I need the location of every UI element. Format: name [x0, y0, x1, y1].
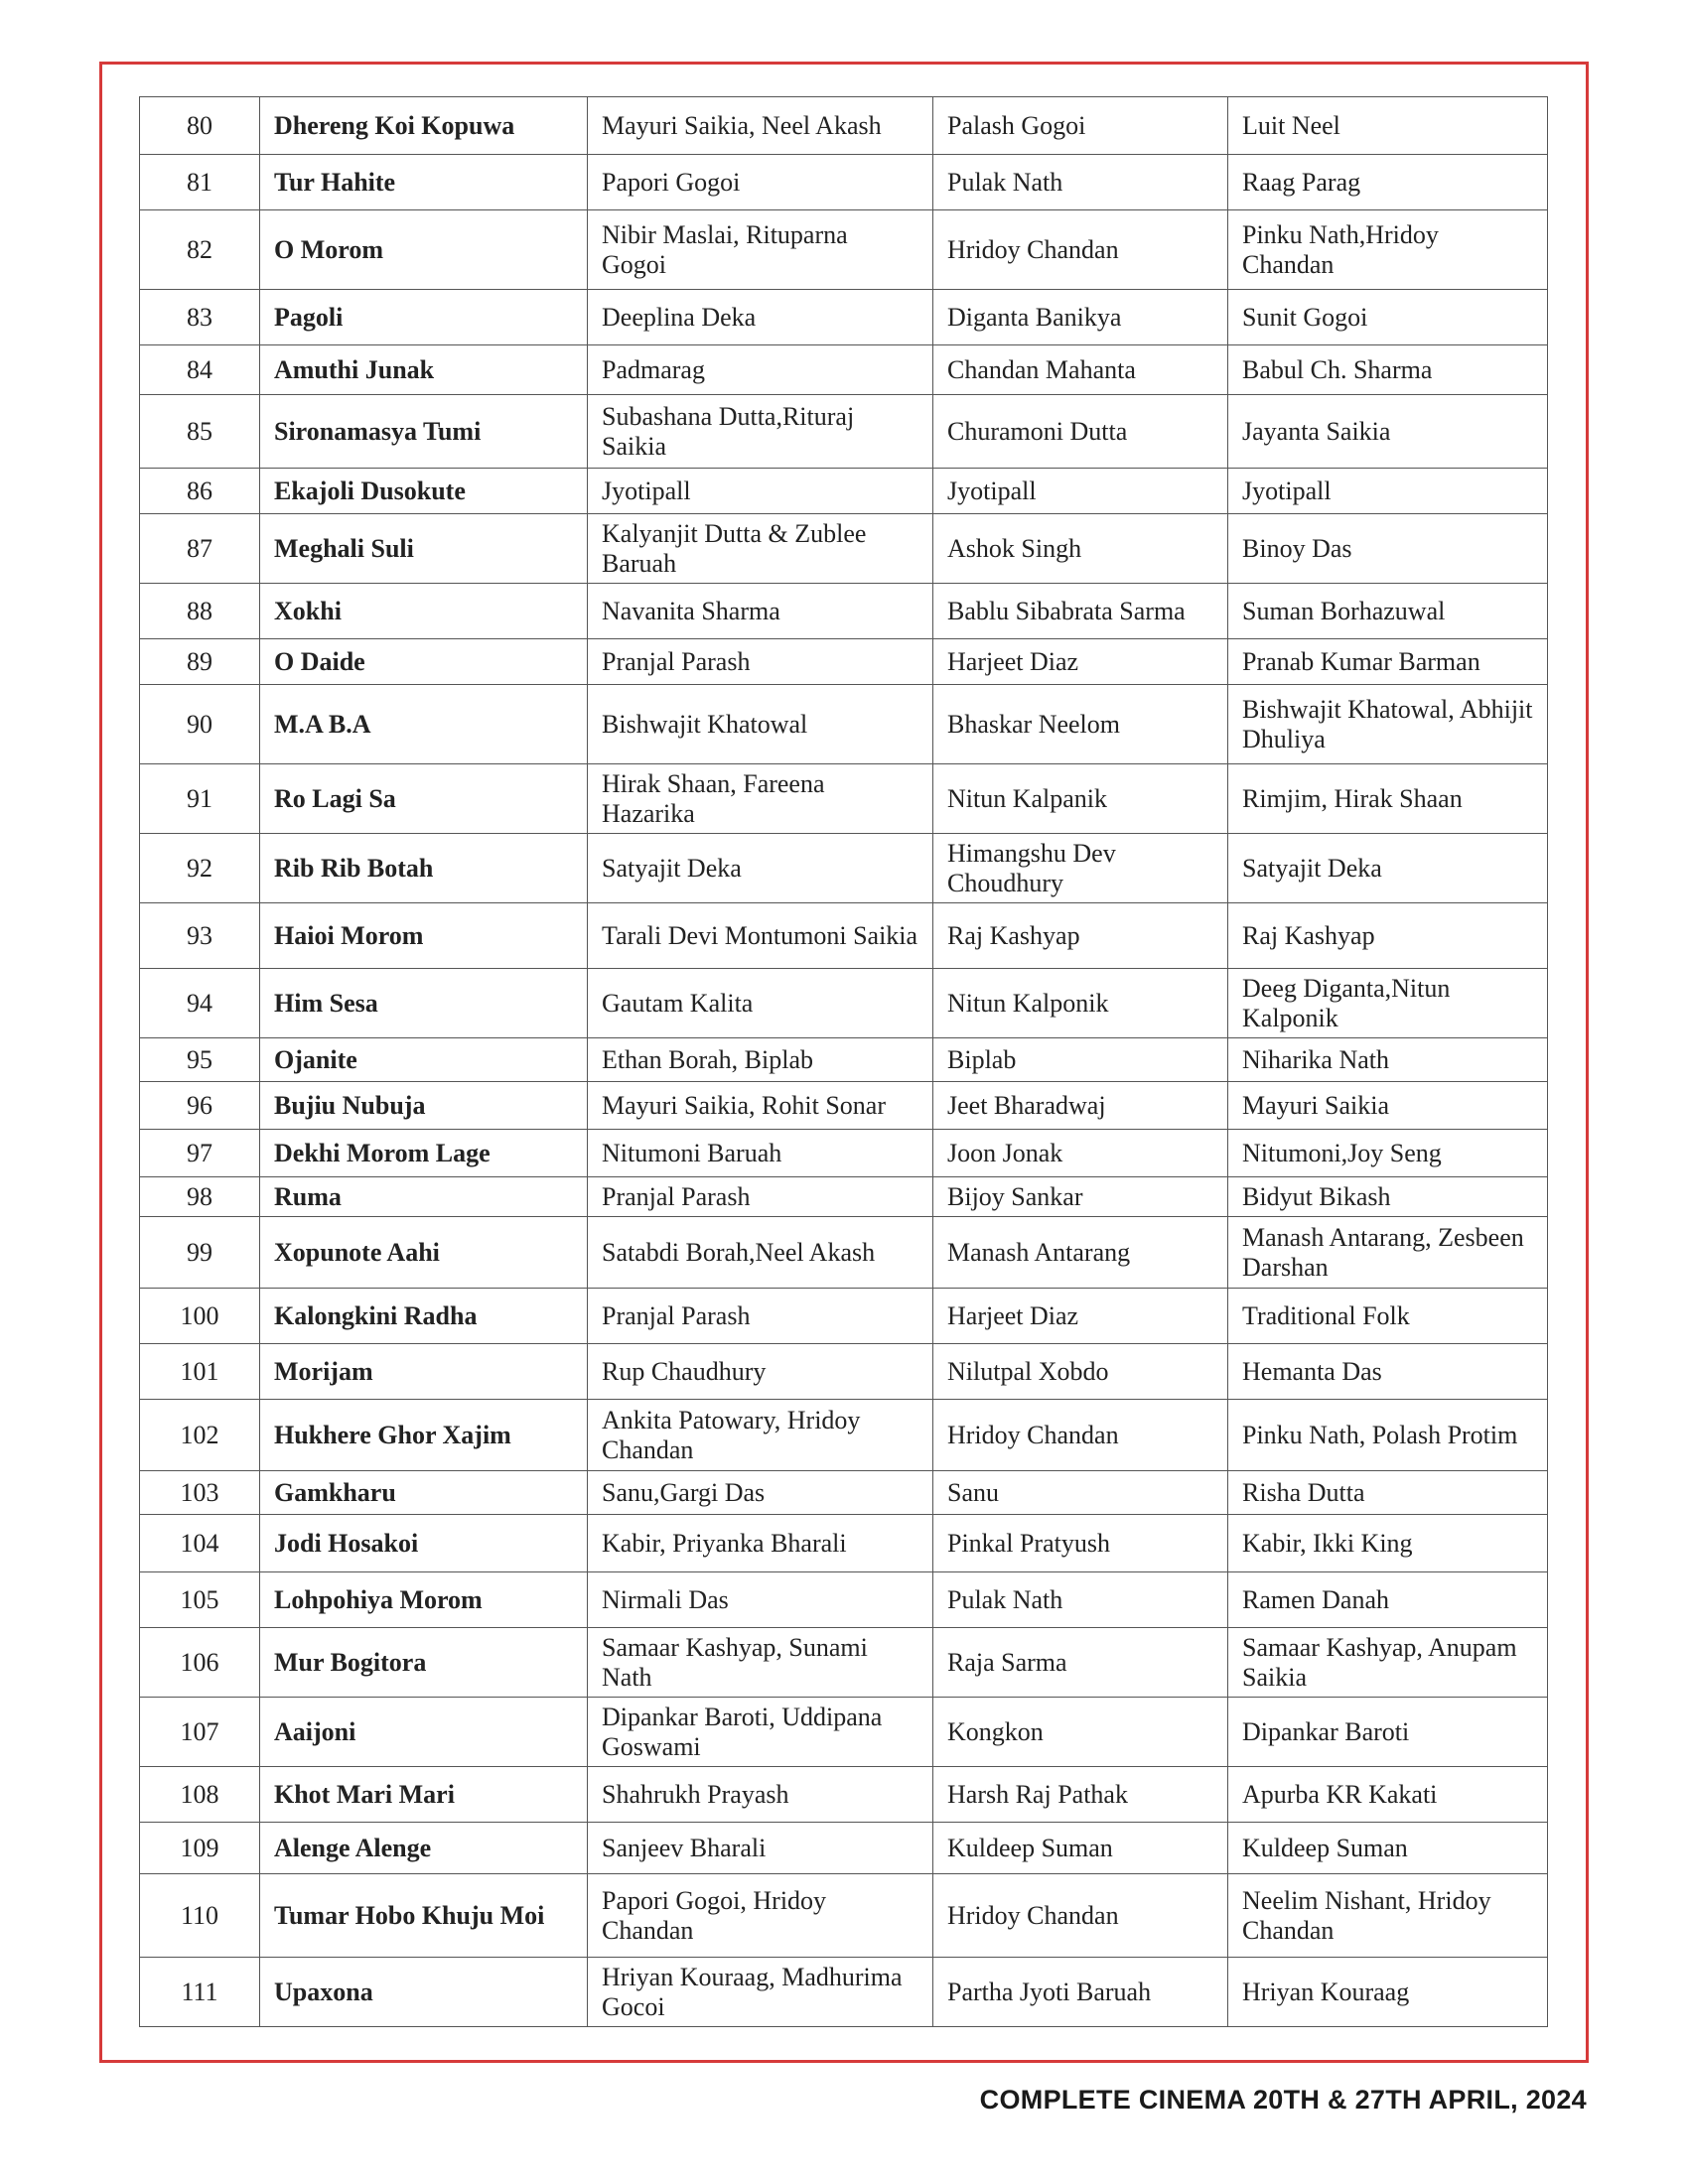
singer-cell: Kabir, Priyanka Bharali	[588, 1515, 933, 1572]
music-director-cell: Manash Antarang	[933, 1217, 1228, 1289]
table-row	[140, 969, 1548, 1038]
song-title-cell: Haioi Morom	[260, 903, 588, 969]
singer-cell: Subashana Dutta,Rituraj Saikia	[588, 395, 933, 469]
serial-number-cell: 92	[140, 834, 260, 903]
singer-cell: Papori Gogoi, Hridoy Chandan	[588, 1874, 933, 1958]
serial-number-cell: 102	[140, 1400, 260, 1471]
singer-cell: Deeplina Deka	[588, 290, 933, 345]
lyricist-cell: Kuldeep Suman	[1228, 1823, 1548, 1874]
singer-cell: Jyotipall	[588, 469, 933, 514]
music-director-cell: Nilutpal Xobdo	[933, 1344, 1228, 1400]
song-title-cell: Tumar Hobo Khuju Moi	[260, 1874, 588, 1958]
singer-cell: Nirmali Das	[588, 1572, 933, 1628]
song-title-cell: Kalongkini Radha	[260, 1289, 588, 1344]
music-director-cell: Harsh Raj Pathak	[933, 1767, 1228, 1823]
serial-number-cell: 94	[140, 969, 260, 1038]
song-title-cell: Morijam	[260, 1344, 588, 1400]
song-title-cell: Dekhi Morom Lage	[260, 1130, 588, 1177]
table-row	[140, 290, 1548, 345]
table-row	[140, 1217, 1548, 1289]
song-title-cell: Xokhi	[260, 584, 588, 639]
lyricist-cell: Luit Neel	[1228, 97, 1548, 155]
lyricist-cell: Jyotipall	[1228, 469, 1548, 514]
music-director-cell: Pulak Nath	[933, 1572, 1228, 1628]
serial-number-cell: 109	[140, 1823, 260, 1874]
serial-number-cell: 105	[140, 1572, 260, 1628]
lyricist-cell: Raj Kashyap	[1228, 903, 1548, 969]
song-title-cell: Ro Lagi Sa	[260, 764, 588, 834]
music-director-cell: Chandan Mahanta	[933, 345, 1228, 395]
table-row	[140, 1874, 1548, 1958]
lyricist-cell: Pranab Kumar Barman	[1228, 639, 1548, 685]
lyricist-cell: Hriyan Kouraag	[1228, 1958, 1548, 2027]
song-title-cell: Amuthi Junak	[260, 345, 588, 395]
music-director-cell: Kuldeep Suman	[933, 1823, 1228, 1874]
serial-number-cell: 104	[140, 1515, 260, 1572]
lyricist-cell: Dipankar Baroti	[1228, 1698, 1548, 1767]
table-row	[140, 469, 1548, 514]
lyricist-cell: Bidyut Bikash	[1228, 1177, 1548, 1217]
serial-number-cell: 88	[140, 584, 260, 639]
table-row	[140, 1130, 1548, 1177]
table-row	[140, 1823, 1548, 1874]
table-row	[140, 1177, 1548, 1217]
music-director-cell: Hridoy Chandan	[933, 1874, 1228, 1958]
lyricist-cell: Apurba KR Kakati	[1228, 1767, 1548, 1823]
table-row	[140, 1515, 1548, 1572]
lyricist-cell: Pinku Nath,Hridoy Chandan	[1228, 210, 1548, 290]
song-credits-table	[139, 96, 1548, 2027]
song-title-cell: Lohpohiya Morom	[260, 1572, 588, 1628]
lyricist-cell: Ramen Danah	[1228, 1572, 1548, 1628]
lyricist-cell: Suman Borhazuwal	[1228, 584, 1548, 639]
lyricist-cell: Jayanta Saikia	[1228, 395, 1548, 469]
music-director-cell: Palash Gogoi	[933, 97, 1228, 155]
singer-cell: Sanu,Gargi Das	[588, 1471, 933, 1515]
song-title-cell: Mur Bogitora	[260, 1628, 588, 1698]
singer-cell: Pranjal Parash	[588, 1177, 933, 1217]
serial-number-cell: 91	[140, 764, 260, 834]
music-director-cell: Partha Jyoti Baruah	[933, 1958, 1228, 2027]
lyricist-cell: Traditional Folk	[1228, 1289, 1548, 1344]
singer-cell: Pranjal Parash	[588, 639, 933, 685]
serial-number-cell: 98	[140, 1177, 260, 1217]
serial-number-cell: 93	[140, 903, 260, 969]
music-director-cell: Raj Kashyap	[933, 903, 1228, 969]
music-director-cell: Hridoy Chandan	[933, 210, 1228, 290]
serial-number-cell: 110	[140, 1874, 260, 1958]
lyricist-cell: Deeg Diganta,Nitun Kalponik	[1228, 969, 1548, 1038]
table-row	[140, 1628, 1548, 1698]
song-title-cell: Alenge Alenge	[260, 1823, 588, 1874]
song-title-cell: Hukhere Ghor Xajim	[260, 1400, 588, 1471]
lyricist-cell: Mayuri Saikia	[1228, 1082, 1548, 1130]
song-title-cell: M.A B.A	[260, 685, 588, 764]
lyricist-cell: Risha Dutta	[1228, 1471, 1548, 1515]
song-title-cell: Jodi Hosakoi	[260, 1515, 588, 1572]
music-director-cell: Kongkon	[933, 1698, 1228, 1767]
singer-cell: Mayuri Saikia, Rohit Sonar	[588, 1082, 933, 1130]
lyricist-cell: Raag Parag	[1228, 155, 1548, 210]
lyricist-cell: Neelim Nishant, Hridoy Chandan	[1228, 1874, 1548, 1958]
singer-cell: Papori Gogoi	[588, 155, 933, 210]
singer-cell: Ankita Patowary, Hridoy Chandan	[588, 1400, 933, 1471]
singer-cell: Samaar Kashyap, Sunami Nath	[588, 1628, 933, 1698]
music-director-cell: Jeet Bharadwaj	[933, 1082, 1228, 1130]
serial-number-cell: 85	[140, 395, 260, 469]
music-director-cell: Himangshu Dev Choudhury	[933, 834, 1228, 903]
serial-number-cell: 97	[140, 1130, 260, 1177]
music-director-cell: Jyotipall	[933, 469, 1228, 514]
music-director-cell: Raja Sarma	[933, 1628, 1228, 1698]
song-title-cell: Ruma	[260, 1177, 588, 1217]
singer-cell: Satyajit Deka	[588, 834, 933, 903]
singer-cell: Sanjeev Bharali	[588, 1823, 933, 1874]
music-director-cell: Biplab	[933, 1038, 1228, 1082]
table-row	[140, 639, 1548, 685]
music-director-cell: Diganta Banikya	[933, 290, 1228, 345]
publication-footer: COMPLETE CINEMA 20TH & 27TH APRIL, 2024	[979, 2085, 1587, 2115]
song-title-cell: O Daide	[260, 639, 588, 685]
table-row	[140, 345, 1548, 395]
table-row	[140, 1400, 1548, 1471]
table-row	[140, 903, 1548, 969]
table-row	[140, 1767, 1548, 1823]
singer-cell: Hriyan Kouraag, Madhurima Gocoi	[588, 1958, 933, 2027]
song-title-cell: Aaijoni	[260, 1698, 588, 1767]
table-row	[140, 1471, 1548, 1515]
singer-cell: Pranjal Parash	[588, 1289, 933, 1344]
lyricist-cell: Nitumoni,Joy Seng	[1228, 1130, 1548, 1177]
singer-cell: Nibir Maslai, Rituparna Gogoi	[588, 210, 933, 290]
table-row	[140, 514, 1548, 584]
song-title-cell: Sironamasya Tumi	[260, 395, 588, 469]
table-row	[140, 1082, 1548, 1130]
serial-number-cell: 108	[140, 1767, 260, 1823]
table-row	[140, 1958, 1548, 2027]
music-director-cell: Pulak Nath	[933, 155, 1228, 210]
lyricist-cell: Samaar Kashyap, Anupam Saikia	[1228, 1628, 1548, 1698]
music-director-cell: Nitun Kalpanik	[933, 764, 1228, 834]
music-director-cell: Bijoy Sankar	[933, 1177, 1228, 1217]
singer-cell: Shahrukh Prayash	[588, 1767, 933, 1823]
song-title-cell: Gamkharu	[260, 1471, 588, 1515]
singer-cell: Hirak Shaan, Fareena Hazarika	[588, 764, 933, 834]
music-director-cell: Churamoni Dutta	[933, 395, 1228, 469]
lyricist-cell: Sunit Gogoi	[1228, 290, 1548, 345]
song-title-cell: Ojanite	[260, 1038, 588, 1082]
table-row	[140, 764, 1548, 834]
song-title-cell: Xopunote Aahi	[260, 1217, 588, 1289]
music-director-cell: Ashok Singh	[933, 514, 1228, 584]
song-title-cell: Tur Hahite	[260, 155, 588, 210]
serial-number-cell: 106	[140, 1628, 260, 1698]
serial-number-cell: 83	[140, 290, 260, 345]
music-director-cell: Harjeet Diaz	[933, 1289, 1228, 1344]
serial-number-cell: 103	[140, 1471, 260, 1515]
table-row	[140, 685, 1548, 764]
song-title-cell: Meghali Suli	[260, 514, 588, 584]
song-title-cell: Dhereng Koi Kopuwa	[260, 97, 588, 155]
music-director-cell: Sanu	[933, 1471, 1228, 1515]
lyricist-cell: Rimjim, Hirak Shaan	[1228, 764, 1548, 834]
lyricist-cell: Bishwajit Khatowal, Abhijit Dhuliya	[1228, 685, 1548, 764]
singer-cell: Tarali Devi Montumoni Saikia	[588, 903, 933, 969]
song-title-cell: Khot Mari Mari	[260, 1767, 588, 1823]
serial-number-cell: 82	[140, 210, 260, 290]
song-title-cell: Bujiu Nubuja	[260, 1082, 588, 1130]
serial-number-cell: 101	[140, 1344, 260, 1400]
singer-cell: Bishwajit Khatowal	[588, 685, 933, 764]
music-director-cell: Harjeet Diaz	[933, 639, 1228, 685]
serial-number-cell: 95	[140, 1038, 260, 1082]
singer-cell: Mayuri Saikia, Neel Akash	[588, 97, 933, 155]
table-row	[140, 210, 1548, 290]
music-director-cell: Joon Jonak	[933, 1130, 1228, 1177]
table-row	[140, 834, 1548, 903]
lyricist-cell: Babul Ch. Sharma	[1228, 345, 1548, 395]
lyricist-cell: Niharika Nath	[1228, 1038, 1548, 1082]
singer-cell: Navanita Sharma	[588, 584, 933, 639]
singer-cell: Satabdi Borah,Neel Akash	[588, 1217, 933, 1289]
lyricist-cell: Satyajit Deka	[1228, 834, 1548, 903]
table-row	[140, 1344, 1548, 1400]
song-title-cell: Rib Rib Botah	[260, 834, 588, 903]
table-row	[140, 584, 1548, 639]
lyricist-cell: Binoy Das	[1228, 514, 1548, 584]
singer-cell: Rup Chaudhury	[588, 1344, 933, 1400]
singer-cell: Gautam Kalita	[588, 969, 933, 1038]
serial-number-cell: 111	[140, 1958, 260, 2027]
song-title-cell: Upaxona	[260, 1958, 588, 2027]
table-row	[140, 97, 1548, 155]
music-director-cell: Hridoy Chandan	[933, 1400, 1228, 1471]
song-title-cell: Pagoli	[260, 290, 588, 345]
serial-number-cell: 87	[140, 514, 260, 584]
song-title-cell: Him Sesa	[260, 969, 588, 1038]
singer-cell: Kalyanjit Dutta & Zublee Baruah	[588, 514, 933, 584]
table-row	[140, 1572, 1548, 1628]
song-credits-body	[140, 97, 1548, 2027]
serial-number-cell: 99	[140, 1217, 260, 1289]
lyricist-cell: Manash Antarang, Zesbeen Darshan	[1228, 1217, 1548, 1289]
music-director-cell: Bhaskar Neelom	[933, 685, 1228, 764]
singer-cell: Nitumoni Baruah	[588, 1130, 933, 1177]
music-director-cell: Pinkal Pratyush	[933, 1515, 1228, 1572]
table-row	[140, 155, 1548, 210]
table-row	[140, 1289, 1548, 1344]
serial-number-cell: 90	[140, 685, 260, 764]
serial-number-cell: 96	[140, 1082, 260, 1130]
lyricist-cell: Kabir, Ikki King	[1228, 1515, 1548, 1572]
serial-number-cell: 80	[140, 97, 260, 155]
table-row	[140, 395, 1548, 469]
serial-number-cell: 89	[140, 639, 260, 685]
lyricist-cell: Pinku Nath, Polash Protim	[1228, 1400, 1548, 1471]
serial-number-cell: 107	[140, 1698, 260, 1767]
singer-cell: Dipankar Baroti, Uddipana Goswami	[588, 1698, 933, 1767]
lyricist-cell: Hemanta Das	[1228, 1344, 1548, 1400]
serial-number-cell: 100	[140, 1289, 260, 1344]
serial-number-cell: 81	[140, 155, 260, 210]
serial-number-cell: 84	[140, 345, 260, 395]
music-director-cell: Nitun Kalponik	[933, 969, 1228, 1038]
singer-cell: Padmarag	[588, 345, 933, 395]
serial-number-cell: 86	[140, 469, 260, 514]
table-row	[140, 1038, 1548, 1082]
singer-cell: Ethan Borah, Biplab	[588, 1038, 933, 1082]
song-title-cell: Ekajoli Dusokute	[260, 469, 588, 514]
song-title-cell: O Morom	[260, 210, 588, 290]
music-director-cell: Bablu Sibabrata Sarma	[933, 584, 1228, 639]
table-row	[140, 1698, 1548, 1767]
